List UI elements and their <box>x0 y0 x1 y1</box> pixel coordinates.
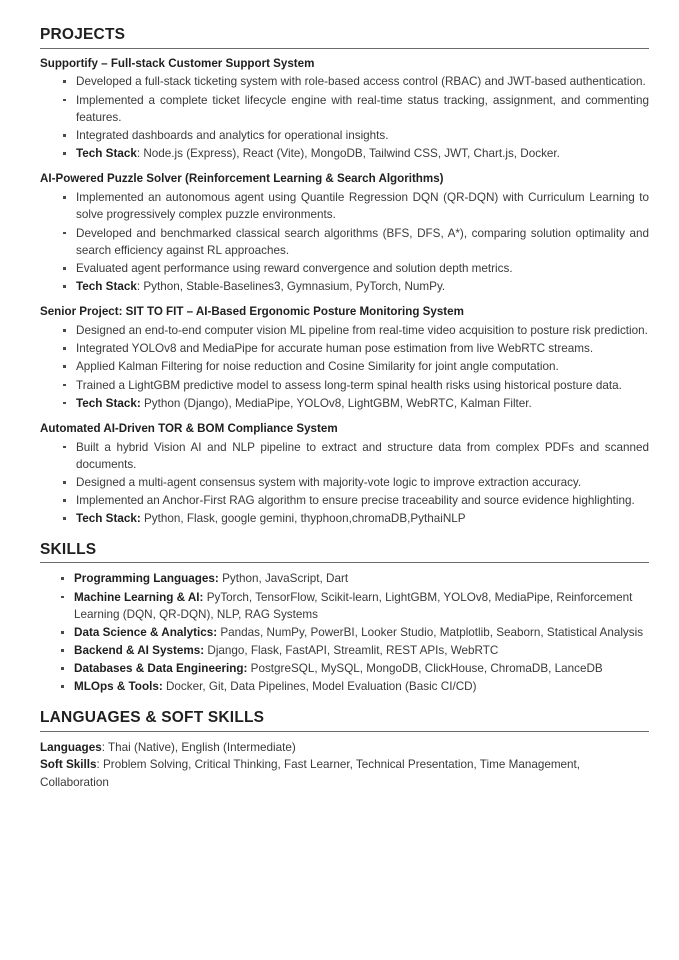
skill-category-label: Backend & AI Systems: <box>74 644 205 658</box>
project-bullet <box>62 358 649 375</box>
languages-line <box>40 756 649 792</box>
languages-lines <box>40 739 649 792</box>
project-bullet <box>62 510 649 527</box>
skill-category-label: Data Science & Analytics: <box>74 626 218 640</box>
project-title: Senior Project: SIT TO FIT – AI-Based Ergonomic Posture Monitoring System <box>40 305 464 319</box>
project-entry <box>40 304 649 412</box>
skill-values: PostgreSQL, MySQL, MongoDB, ClickHouse, ChromaDB, LanceDB <box>247 662 603 676</box>
project-title: AI-Powered Puzzle Solver (Reinforcement Learning & Search Algorithms) <box>40 172 444 186</box>
project-bullet-list <box>40 439 649 528</box>
project-bullet-list <box>40 73 649 162</box>
bullet-lead-label: Tech Stack <box>76 280 137 294</box>
project-bullet <box>62 189 649 223</box>
project-entry <box>40 421 649 528</box>
project-bullet <box>62 225 649 259</box>
bullet-text: Developed a full-stack ticketing system with role-based access control (RBAC) and JWT-based authentication. <box>76 75 646 89</box>
projects-list <box>40 56 649 528</box>
languages-line-text: : Problem Solving, Critical Thinking, Fast Learner, Technical Presentation, Time Management, Collaboration <box>40 758 581 790</box>
bullet-text: Integrated YOLOv8 and MediaPipe for accurate human pose estimation from live WebRTC streams. <box>76 342 594 356</box>
bullet-text: Developed and benchmarked classical search algorithms (BFS, DFS, A*), comparing solution optimality and search efficiency against RL approaches. <box>76 226 649 257</box>
project-bullet <box>62 260 649 277</box>
skill-category-label: Databases & Data Engineering: <box>74 662 248 676</box>
section-languages-soft-skills <box>40 709 649 792</box>
bullet-lead-label: Tech Stack: <box>76 512 141 526</box>
bullet-text: Integrated dashboards and analytics for operational insights. <box>76 129 389 143</box>
project-bullet-list <box>40 322 649 412</box>
section-title-languages-soft-skills: LANGUAGES & SOFT SKILLS <box>40 708 265 726</box>
languages-line-label: Soft Skills <box>40 758 97 772</box>
project-entry <box>40 56 649 163</box>
skill-category-label: MLOps & Tools: <box>74 680 163 694</box>
skill-values: Django, Flask, FastAPI, Streamlit, REST APIs, WebRTC <box>204 644 499 658</box>
skill-category-label: Programming Languages: <box>74 572 219 586</box>
skill-item <box>60 624 649 642</box>
skill-item <box>60 589 649 624</box>
bullet-text: Designed an end-to-end computer vision ML pipeline from real-time video acquisition to posture risk prediction. <box>76 323 648 337</box>
languages-line-text: : Thai (Native), English (Intermediate) <box>101 740 296 754</box>
skill-item <box>60 678 649 696</box>
project-entry <box>40 171 649 295</box>
section-divider-languages-soft-skills <box>40 731 649 732</box>
project-bullet <box>62 127 649 144</box>
section-title-skills: SKILLS <box>40 540 97 558</box>
bullet-text: Applied Kalman Filtering for noise reduction and Cosine Similarity for joint angle computation. <box>76 360 559 374</box>
bullet-lead-label: Tech Stack <box>76 147 137 161</box>
section-projects <box>40 26 649 528</box>
project-bullet <box>62 278 649 295</box>
skills-list <box>40 570 649 695</box>
bullet-text: Implemented a complete ticket lifecycle engine with real-time status tracking, assignment, and commenting features. <box>76 93 649 124</box>
languages-line <box>40 739 649 757</box>
project-bullet <box>62 439 649 473</box>
bullet-text: Evaluated agent performance using reward convergence and solution depth metrics. <box>76 261 513 275</box>
section-title-projects: PROJECTS <box>40 26 126 43</box>
bullet-text: Trained a LightGBM predictive model to assess long-term spinal health risks using historical posture data. <box>76 378 622 392</box>
bullet-text: Implemented an Anchor-First RAG algorithm to ensure precise traceability and source evidence highlighting. <box>76 494 635 508</box>
project-bullet <box>62 322 649 339</box>
project-bullet-list <box>40 189 649 295</box>
bullet-text: Designed a multi-agent consensus system with majority-vote logic to improve extraction accuracy. <box>76 476 582 490</box>
bullet-lead-label: Tech Stack: <box>76 396 141 410</box>
skill-values: Python, JavaScript, Dart <box>218 572 349 586</box>
project-bullet <box>62 395 649 412</box>
bullet-text: : Node.js (Express), React (Vite), MongoDB, Tailwind CSS, JWT, Chart.js, Docker. <box>136 147 560 161</box>
bullet-text: : Python, Stable-Baselines3, Gymnasium, PyTorch, NumPy. <box>136 280 446 294</box>
project-bullet <box>62 474 649 491</box>
project-title: Automated AI-Driven TOR & BOM Compliance System <box>40 421 338 435</box>
skill-category-label: Machine Learning & AI: <box>74 590 204 604</box>
project-bullet <box>62 492 649 509</box>
section-skills <box>40 541 649 696</box>
section-divider-projects <box>40 48 649 49</box>
project-title: Supportify – Full-stack Customer Support System <box>40 56 315 70</box>
project-bullet <box>62 340 649 357</box>
skill-item <box>60 642 649 660</box>
bullet-text: Built a hybrid Vision AI and NLP pipeline to extract and structure data from complex PDFs and scanned documents. <box>76 440 649 471</box>
languages-line-label: Languages <box>40 740 102 754</box>
skill-values: Pandas, NumPy, PowerBI, Looker Studio, Matplotlib, Seaborn, Statistical Analysis <box>217 626 644 640</box>
project-bullet <box>62 92 649 126</box>
bullet-text: Python (Django), MediaPipe, YOLOv8, LightGBM, WebRTC, Kalman Filter. <box>140 396 532 410</box>
skill-item <box>60 570 649 588</box>
bullet-text: Implemented an autonomous agent using Quantile Regression DQN (QR-DQN) with Curriculum Learning to solve progressively complex puzzle environments. <box>76 191 649 222</box>
project-bullet <box>62 73 649 90</box>
section-divider-skills <box>40 562 649 563</box>
skill-values: PyTorch, TensorFlow, Scikit-learn, LightGBM, YOLOv8, MediaPipe, Reinforcement Learning (DQN, QR-DQN), NLP, RAG Systems <box>74 590 633 622</box>
project-bullet <box>62 145 649 162</box>
skill-item <box>60 660 649 678</box>
bullet-text: Python, Flask, google gemini, thyphoon,chromaDB,PythaiNLP <box>140 512 466 526</box>
project-bullet <box>62 377 649 394</box>
skill-values: Docker, Git, Data Pipelines, Model Evaluation (Basic CI/CD) <box>162 680 477 694</box>
